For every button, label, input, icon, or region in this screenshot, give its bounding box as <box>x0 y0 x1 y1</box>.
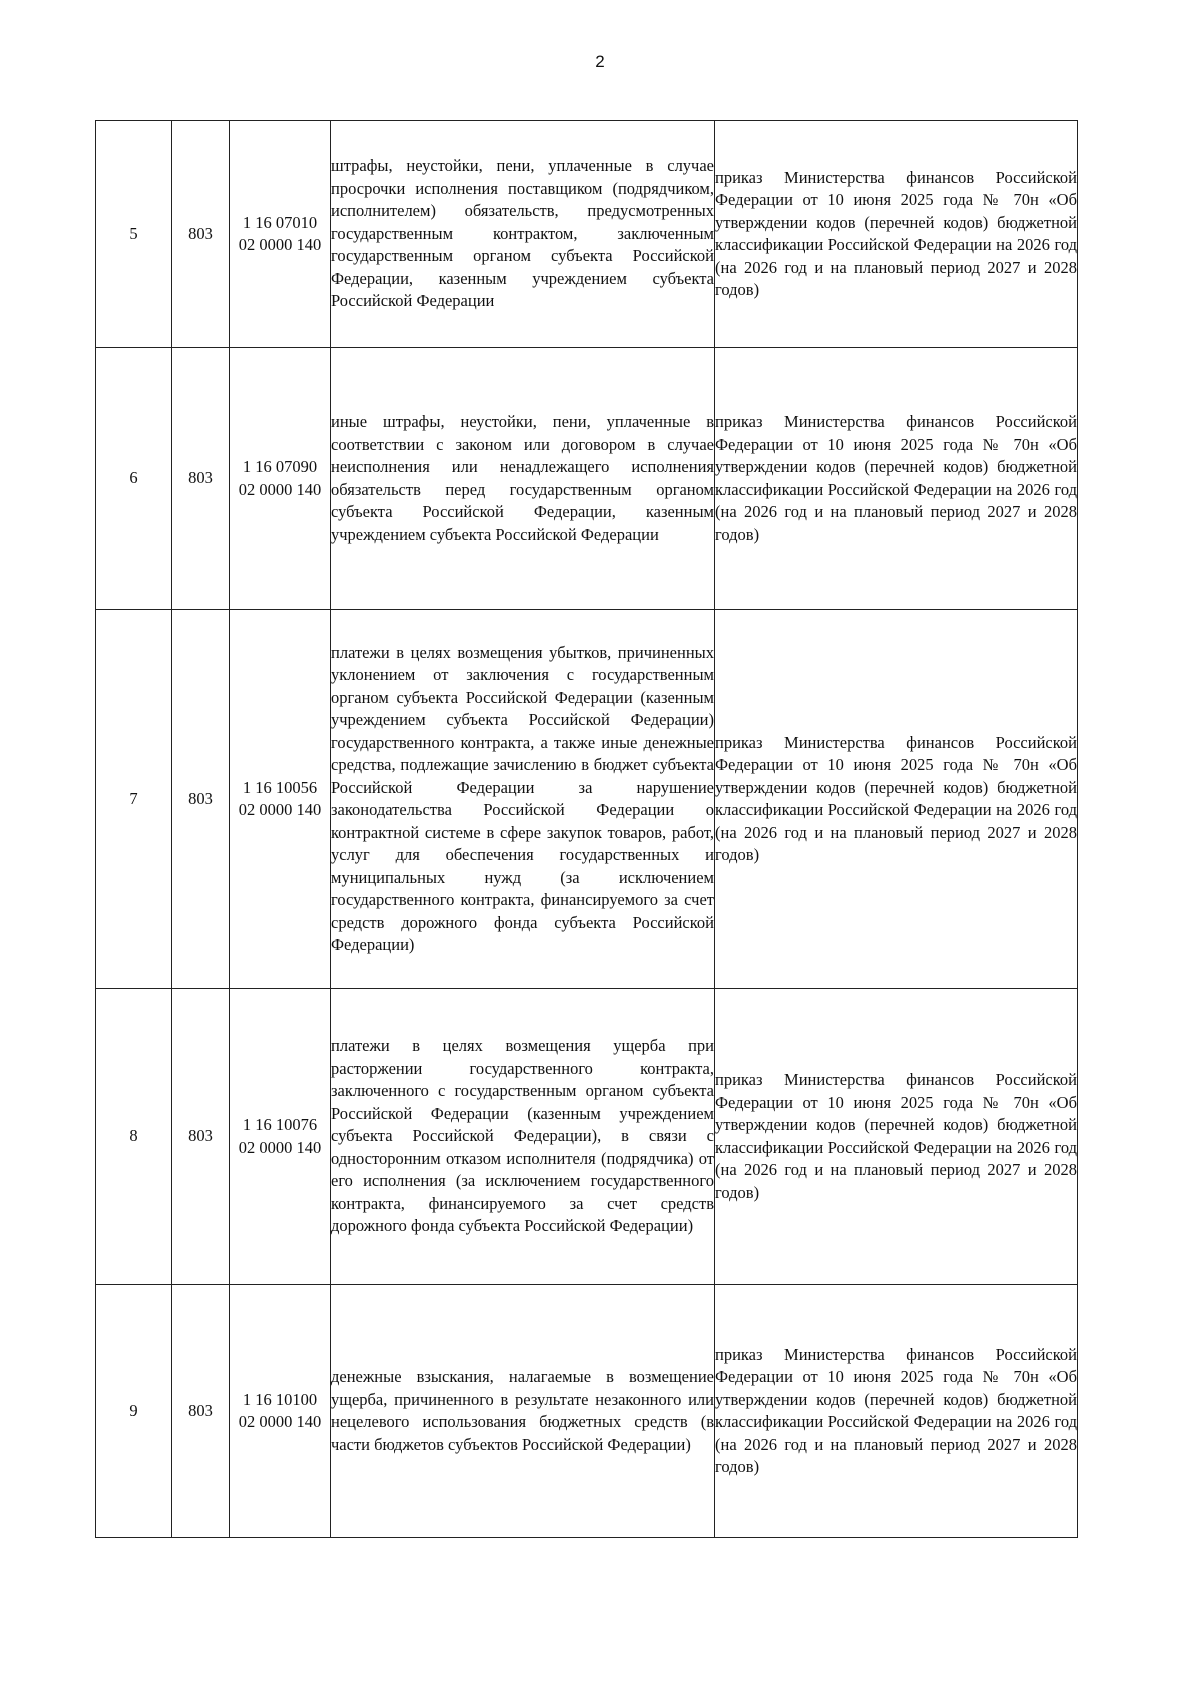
revenue-description: иные штрафы, неустойки, пени, уплаченные в соответствии с законом или договором в случае неисполнения или ненадлежащего исполнения обязательств перед государственным органом субъекта Российской Федерации, казенным учреждением субъекта Российской Федерации <box>331 348 715 610</box>
legal-basis: приказ Министерства финансов Российской Федерации от 10 июня 2025 года № 70н «Об утверждении кодов (перечней кодов) бюджетной классификации Российской Федерации на 2026 год (на 2026 год и на плановый период 2027 и 2028 годов) <box>715 348 1078 610</box>
admin-code: 803 <box>172 1285 230 1538</box>
budget-code-line2: 02 0000 140 <box>238 800 322 819</box>
legal-basis: приказ Министерства финансов Российской Федерации от 10 июня 2025 года № 70н «Об утверждении кодов (перечней кодов) бюджетной классификации Российской Федерации на 2026 год (на 2026 год и на плановый период 2027 и 2028 годов) <box>715 989 1078 1285</box>
admin-code: 803 <box>172 348 230 610</box>
budget-code-line1: 1 16 07010 <box>242 212 318 232</box>
budget-code-line2: 02 0000 140 <box>238 235 322 254</box>
admin-code: 803 <box>172 121 230 348</box>
admin-code: 803 <box>172 989 230 1285</box>
table-row <box>96 1285 1078 1538</box>
revenue-description: денежные взыскания, налагаемые в возмещение ущерба, причиненного в результате незаконного или нецелевого использования бюджетных средств (в части бюджетов субъектов Российской Федерации) <box>331 1285 715 1538</box>
budget-code-line2: 02 0000 140 <box>238 479 322 499</box>
row-number: 8 <box>96 989 172 1285</box>
admin-code: 803 <box>172 610 230 989</box>
row-number: 6 <box>96 348 172 610</box>
budget-code-line1: 1 16 10076 <box>242 1115 318 1134</box>
budget-code-line1: 1 16 10100 <box>242 1389 318 1409</box>
budget-code <box>230 610 331 989</box>
page-number: 2 <box>595 52 605 71</box>
table-row <box>96 610 1078 989</box>
table-row <box>96 989 1078 1285</box>
budget-code <box>230 121 331 348</box>
revenue-description: платежи в целях возмещения ущерба при расторжении государственного контракта, заключенного с государственным органом субъекта Российской Федерации (казенным учреждением субъекта Российской Федерации), в связи с односторонним отказом исполнителя (подрядчика) от его исполнения (за исключением государственного контракта, финансируемого за счет средств дорожного фонда субъекта Российской Федерации) <box>331 989 715 1285</box>
legal-basis: приказ Министерства финансов Российской Федерации от 10 июня 2025 года № 70н «Об утверждении кодов (перечней кодов) бюджетной классификации Российской Федерации на 2026 год (на 2026 год и на плановый период 2027 и 2028 годов) <box>715 1285 1078 1538</box>
row-number: 7 <box>96 610 172 989</box>
budget-code <box>230 1285 331 1538</box>
revenue-codes-table <box>95 120 1078 1538</box>
budget-code-line1: 1 16 10056 <box>242 777 318 797</box>
table-row <box>96 348 1078 610</box>
revenue-description: платежи в целях возмещения убытков, причиненных уклонением от заключения с государственным органом субъекта Российской Федерации (казенным учреждением субъекта Российской Федерации) государственного контракта, а также иные денежные средства, подлежащие зачислению в бюджет субъекта Российской Федерации за нарушение законодательства Российской Федерации о контрактной системе в сфере закупок товаров, работ, услуг для обеспечения государственных и муниципальных нужд (за исключением государственного контракта, финансируемого за счет средств дорожного фонда субъекта Российской Федерации) <box>331 610 715 989</box>
legal-basis: приказ Министерства финансов Российской Федерации от 10 июня 2025 года № 70н «Об утверждении кодов (перечней кодов) бюджетной классификации Российской Федерации на 2026 год (на 2026 год и на плановый период 2027 и 2028 годов) <box>715 121 1078 348</box>
table-row <box>96 121 1078 348</box>
budget-code <box>230 348 331 610</box>
revenue-description: штрафы, неустойки, пени, уплаченные в случае просрочки исполнения поставщиком (подрядчиком, исполнителем) обязательств, предусмотренных государственным контрактом, заключенным государственным органом субъекта Российской Федерации, казенным учреждением субъекта Российской Федерации <box>331 121 715 348</box>
budget-code-line2: 02 0000 140 <box>238 1412 322 1431</box>
legal-basis: приказ Министерства финансов Российской Федерации от 10 июня 2025 года № 70н «Об утверждении кодов (перечней кодов) бюджетной классификации Российской Федерации на 2026 год (на 2026 год и на плановый период 2027 и 2028 годов) <box>715 610 1078 989</box>
budget-code-line2: 02 0000 140 <box>238 1137 322 1157</box>
row-number: 9 <box>96 1285 172 1538</box>
row-number: 5 <box>96 121 172 348</box>
budget-code-line1: 1 16 07090 <box>242 457 318 476</box>
budget-code <box>230 989 331 1285</box>
